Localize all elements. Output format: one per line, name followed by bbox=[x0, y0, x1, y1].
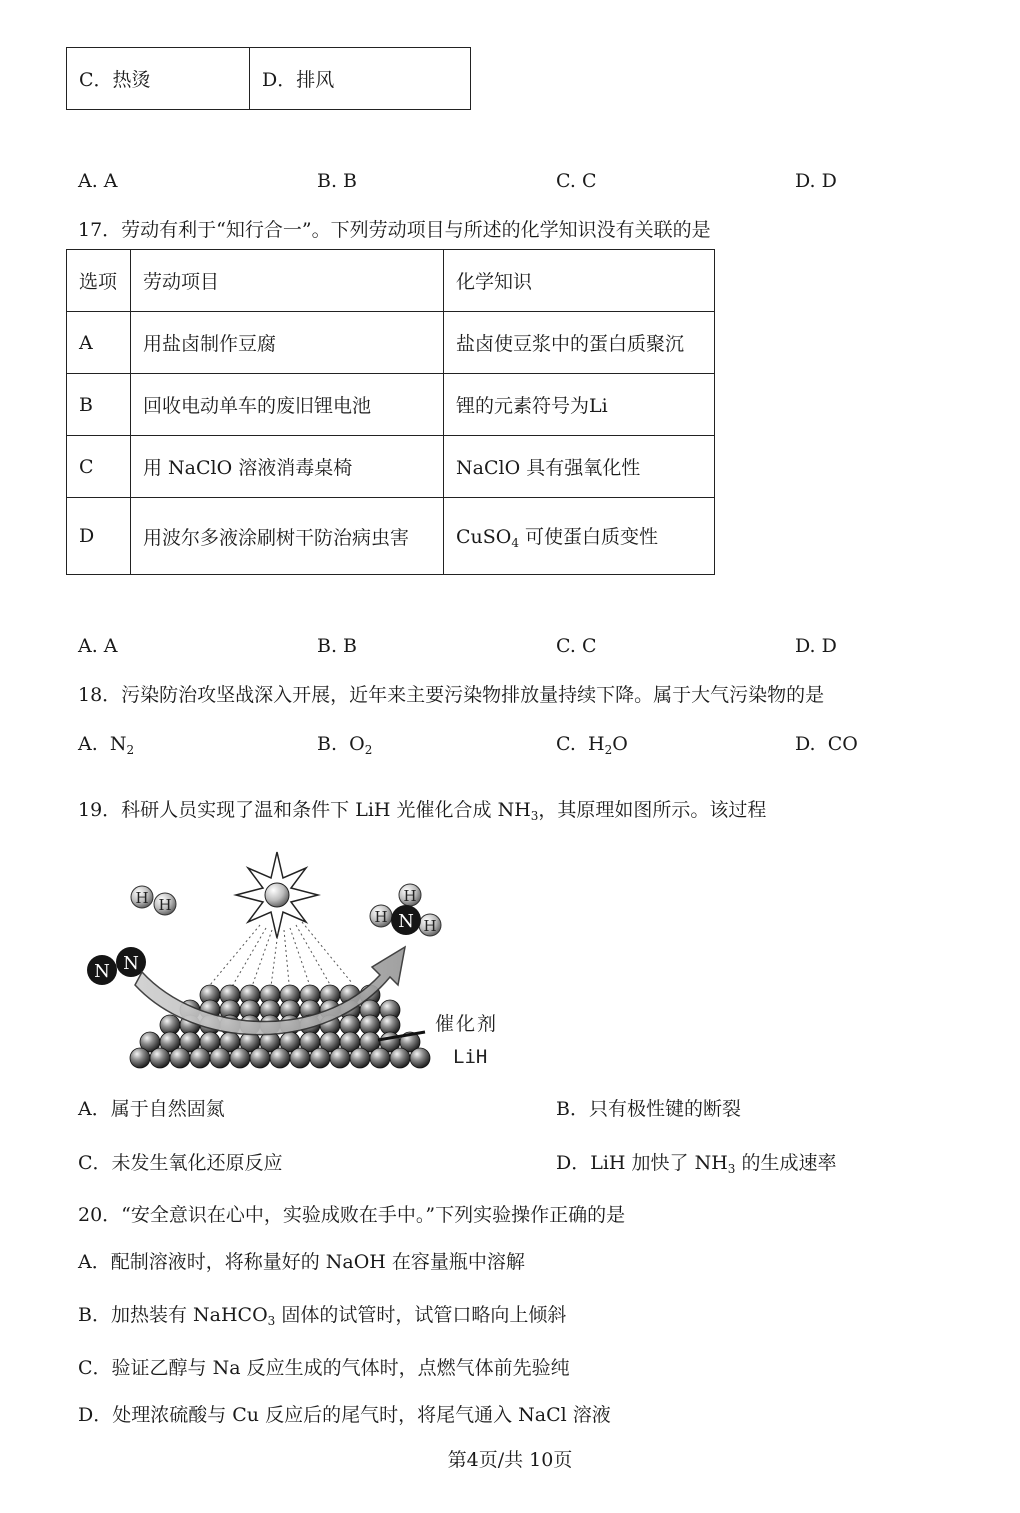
q18-option-d: D. CO bbox=[795, 733, 858, 755]
table-row bbox=[67, 312, 715, 374]
q18-option-b: B. $O_2$ bbox=[317, 733, 373, 757]
row-c-item: 用 NaClO 溶液消毒桌椅 bbox=[131, 436, 444, 498]
q17-table bbox=[66, 249, 715, 575]
table-row bbox=[67, 436, 715, 498]
svg-text:N: N bbox=[94, 961, 110, 982]
q18-option-a: A. $N_2$ bbox=[78, 733, 135, 757]
q16-option-a: A. A bbox=[78, 170, 118, 192]
svg-text:N: N bbox=[398, 911, 414, 932]
catalyst-atom bbox=[330, 1048, 350, 1068]
row-a-option: A bbox=[67, 312, 131, 374]
top-table bbox=[66, 47, 471, 110]
catalyst-label: 催化剂 bbox=[435, 1013, 499, 1035]
catalyst-atom bbox=[150, 1048, 170, 1068]
catalyst-atom bbox=[250, 1048, 270, 1068]
header-option: 选项 bbox=[67, 250, 131, 312]
q16-option-d: D. D bbox=[795, 170, 837, 192]
row-c-knowledge: NaClO 具有强氧化性 bbox=[444, 436, 715, 498]
lih-photocatalysis-figure bbox=[80, 850, 520, 1080]
catalyst-atom bbox=[290, 1048, 310, 1068]
catalyst-atom bbox=[410, 1048, 430, 1068]
svg-text:H: H bbox=[374, 908, 388, 926]
row-d-knowledge: CuSO$_4$ 可使蛋白质变性 bbox=[444, 498, 715, 575]
catalyst-atom bbox=[210, 1048, 230, 1068]
catalyst-atom bbox=[270, 1048, 290, 1068]
svg-text:H: H bbox=[158, 896, 172, 914]
sun-icon bbox=[236, 852, 318, 938]
svg-text:H: H bbox=[403, 887, 417, 905]
row-b-knowledge: 锂的元素符号为Li bbox=[444, 374, 715, 436]
catalyst-atom bbox=[370, 1048, 390, 1068]
q19-option-a: A．属于自然固氮 bbox=[78, 1098, 225, 1120]
q20-option-d: D．处理浓硫酸与 Cu 反应后的尾气时，将尾气通入 NaCl 溶液 bbox=[78, 1404, 611, 1426]
top-table-cell-c: C．热烫 bbox=[67, 48, 250, 110]
q17-stem: 17．劳动有利于“知行合一”。下列劳动项目与所述的化学知识没有关联的是 bbox=[78, 219, 711, 241]
svg-text:H: H bbox=[423, 917, 437, 935]
q20-stem: 20．“安全意识在心中，实验成败在手中。”下列实验操作正确的是 bbox=[78, 1204, 626, 1226]
row-d-item: 用波尔多液涂刷树干防治病虫害 bbox=[131, 498, 444, 575]
catalyst-atom bbox=[230, 1048, 250, 1068]
q16-option-b: B. B bbox=[317, 170, 358, 192]
table-row bbox=[67, 374, 715, 436]
svg-text:H: H bbox=[135, 889, 149, 907]
q16-option-c: C. C bbox=[556, 170, 597, 192]
catalyst-atom bbox=[310, 1048, 330, 1068]
catalyst-atom bbox=[170, 1048, 190, 1068]
row-d-option: D bbox=[67, 498, 131, 575]
q20-option-a: A．配制溶液时，将称量好的 NaOH 在容量瓶中溶解 bbox=[78, 1251, 525, 1273]
q19-option-b: B．只有极性键的断裂 bbox=[556, 1098, 741, 1120]
header-knowledge: 化学知识 bbox=[444, 250, 715, 312]
n2-molecule bbox=[87, 947, 146, 985]
q19-stem: 19．科研人员实现了温和条件下 LiH 光催化合成 $NH_3$，其原理如图所示。该过程 bbox=[78, 799, 767, 823]
light-rays bbox=[210, 922, 352, 994]
row-a-item: 用盐卤制作豆腐 bbox=[131, 312, 444, 374]
q18-stem: 18．污染防治攻坚战深入开展，近年来主要污染物排放量持续下降。属于大气污染物的是 bbox=[78, 684, 825, 706]
q17-option-a: A. A bbox=[78, 635, 118, 657]
table-header-row bbox=[67, 250, 715, 312]
q17-option-d: D. D bbox=[795, 635, 837, 657]
q20-option-c: C．验证乙醇与 Na 反应生成的气体时，点燃气体前先验纯 bbox=[78, 1357, 570, 1379]
page-footer: 第4页/共 10页 bbox=[447, 1449, 573, 1471]
row-a-knowledge: 盐卤使豆浆中的蛋白质聚沉 bbox=[444, 312, 715, 374]
row-c-option: C bbox=[67, 436, 131, 498]
table-row bbox=[67, 498, 715, 575]
catalyst-atom bbox=[350, 1048, 370, 1068]
q18-option-c: C. $H_2O$ bbox=[556, 733, 628, 757]
top-table-cell-d: D．排风 bbox=[250, 48, 471, 110]
q19-option-c: C．未发生氧化还原反应 bbox=[78, 1152, 283, 1174]
h2-molecule bbox=[131, 886, 176, 915]
nh3-molecule bbox=[370, 884, 441, 936]
q17-option-b: B. B bbox=[317, 635, 358, 657]
q20-option-b: B．加热装有 NaHCO$_3$ 固体的试管时，试管口略向上倾斜 bbox=[78, 1304, 567, 1328]
header-item: 劳动项目 bbox=[131, 250, 444, 312]
lih-label: LiH bbox=[453, 1046, 488, 1068]
row-b-item: 回收电动单车的废旧锂电池 bbox=[131, 374, 444, 436]
catalyst-atom bbox=[130, 1048, 150, 1068]
catalyst-atom bbox=[390, 1048, 410, 1068]
svg-text:N: N bbox=[123, 953, 139, 974]
q19-option-d: D．LiH 加快了 $NH_3$ 的生成速率 bbox=[556, 1152, 837, 1176]
row-b-option: B bbox=[67, 374, 131, 436]
q17-option-c: C. C bbox=[556, 635, 597, 657]
catalyst-atom bbox=[190, 1048, 210, 1068]
